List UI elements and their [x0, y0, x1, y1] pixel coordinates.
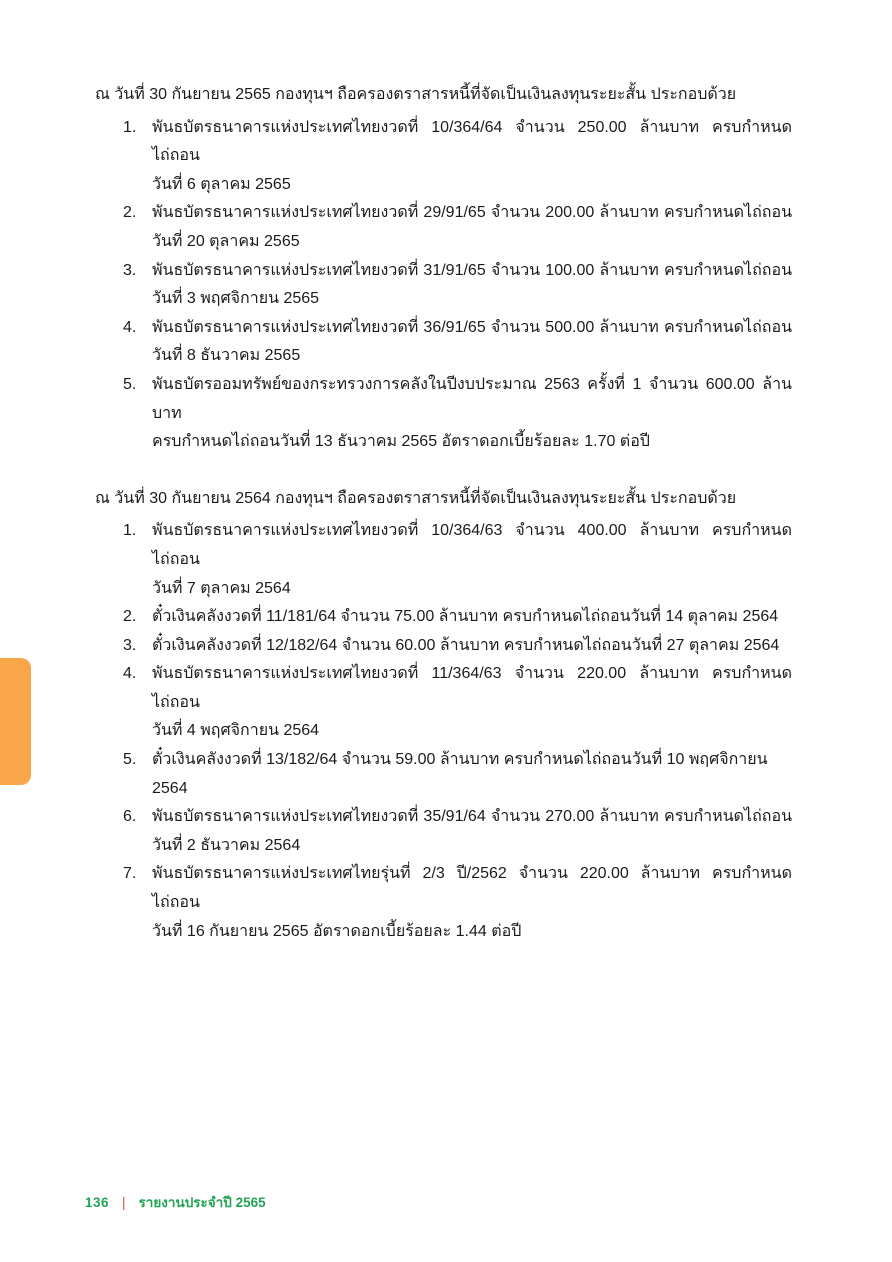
- item-number: 4.: [123, 665, 137, 683]
- section-intro: ณ วันที่ 30 กันยายน 2565 กองทุนฯ ถือครองตราสารหนี้ที่จัดเป็นเงินลงทุนระยะสั้น ประกอบด้วย: [95, 86, 737, 103]
- item-line: พันธบัตรธนาคารแห่งประเทศไทยงวดที่ 10/364/64 จำนวน 250.00 ล้านบาท ครบกำหนดไถ่ถอน: [152, 118, 792, 165]
- report-title: รายงานประจำปี 2565: [138, 1195, 266, 1210]
- list-item: [95, 632, 792, 661]
- list-item: [95, 803, 792, 860]
- item-text: [152, 632, 792, 661]
- list-item: [95, 314, 792, 371]
- item-number: 1.: [123, 118, 137, 136]
- list-item: [95, 517, 792, 603]
- item-text: [152, 257, 792, 314]
- item-line: พันธบัตรธนาคารแห่งประเทศไทยงวดที่ 36/91/65 จำนวน 500.00 ล้านบาท ครบกำหนดไถ่ถอน: [152, 318, 792, 336]
- item-number: 7.: [123, 865, 137, 883]
- item-number: 6.: [123, 808, 137, 826]
- section-intro: ณ วันที่ 30 กันยายน 2564 กองทุนฯ ถือครองตราสารหนี้ที่จัดเป็นเงินลงทุนระยะสั้น ประกอบด้วย: [95, 489, 737, 507]
- list-item: [95, 860, 792, 946]
- item-line: ตั๋วเงินคลังงวดที่ 11/181/64 จำนวน 75.00 ล้านบาท ครบกำหนดไถ่ถอนวันที่ 14 ตุลาคม 2564: [152, 608, 779, 626]
- list-item: [95, 371, 792, 457]
- item-line: ตั๋วเงินคลังงวดที่ 12/182/64 จำนวน 60.00 ล้านบาท ครบกำหนดไถ่ถอนวันที่ 27 ตุลาคม 2564: [152, 636, 780, 654]
- holdings-section-2: [95, 485, 792, 947]
- item-text: [152, 660, 792, 746]
- page-footer: [85, 1191, 266, 1213]
- item-line: วันที่ 6 ตุลาคม 2565: [152, 175, 291, 193]
- list-item: [95, 746, 792, 803]
- list-item: [95, 660, 792, 746]
- item-text: [152, 603, 792, 632]
- content-area: [95, 81, 792, 946]
- list-item: [95, 257, 792, 314]
- item-number: 2.: [123, 608, 137, 626]
- item-line: วันที่ 16 กันยายน 2565 อัตราดอกเบี้ยร้อยละ 1.44 ต่อปี: [152, 922, 522, 940]
- item-number: 5.: [123, 375, 137, 393]
- item-line: พันธบัตรออมทรัพย์ของกระทรวงการคลังในปีงบประมาณ 2563 ครั้งที่ 1 จำนวน 600.00 ล้านบาท: [152, 375, 792, 422]
- item-text: [152, 199, 792, 256]
- item-number: 4.: [123, 318, 137, 336]
- item-line: วันที่ 20 ตุลาคม 2565: [152, 232, 300, 250]
- holdings-list: [95, 517, 792, 946]
- list-item: [95, 603, 792, 632]
- item-text: [152, 371, 792, 457]
- item-line: ครบกำหนดไถ่ถอนวันที่ 13 ธันวาคม 2565 อัตราดอกเบี้ยร้อยละ 1.70 ต่อปี: [152, 433, 650, 451]
- item-line: ตั๋วเงินคลังงวดที่ 13/182/64 จำนวน 59.00 ล้านบาท ครบกำหนดไถ่ถอนวันที่ 10 พฤศจิกายน 2564: [152, 751, 768, 797]
- item-number: 5.: [123, 751, 137, 769]
- page-number: 136: [85, 1195, 110, 1210]
- item-text: [152, 314, 792, 371]
- item-line: วันที่ 3 พฤศจิกายน 2565: [152, 290, 320, 308]
- orange-side-tab: [0, 658, 31, 785]
- item-line: วันที่ 8 ธันวาคม 2565: [152, 347, 301, 365]
- item-text: [152, 114, 792, 200]
- item-text: [152, 746, 792, 803]
- holdings-list: [95, 114, 792, 457]
- item-text: [152, 860, 792, 946]
- item-number: 1.: [123, 522, 137, 540]
- item-text: [152, 517, 792, 603]
- item-line: พันธบัตรธนาคารแห่งประเทศไทยงวดที่ 29/91/65 จำนวน 200.00 ล้านบาท ครบกำหนดไถ่ถอน: [152, 204, 792, 222]
- item-number: 3.: [123, 636, 137, 654]
- list-item: [95, 199, 792, 256]
- item-line: วันที่ 4 พฤศจิกายน 2564: [152, 722, 320, 740]
- item-line: พันธบัตรธนาคารแห่งประเทศไทยงวดที่ 35/91/64 จำนวน 270.00 ล้านบาท ครบกำหนดไถ่ถอน: [152, 808, 792, 826]
- item-number: 2.: [123, 204, 137, 222]
- item-text: [152, 803, 792, 860]
- item-line: พันธบัตรธนาคารแห่งประเทศไทยงวดที่ 11/364/63 จำนวน 220.00 ล้านบาท ครบกำหนดไถ่ถอน: [152, 665, 792, 711]
- item-line: พันธบัตรธนาคารแห่งประเทศไทยงวดที่ 31/91/65 จำนวน 100.00 ล้านบาท ครบกำหนดไถ่ถอน: [152, 261, 792, 279]
- item-number: 3.: [123, 261, 137, 279]
- item-line: พันธบัตรธนาคารแห่งประเทศไทยรุ่นที่ 2/3 ปี/2562 จำนวน 220.00 ล้านบาท ครบกำหนดไถ่ถอน: [152, 865, 792, 912]
- item-line: พันธบัตรธนาคารแห่งประเทศไทยงวดที่ 10/364/63 จำนวน 400.00 ล้านบาท ครบกำหนดไถ่ถอน: [152, 522, 792, 568]
- footer-separator: |: [122, 1195, 126, 1210]
- item-line: วันที่ 7 ตุลาคม 2564: [152, 579, 291, 597]
- list-item: [95, 114, 792, 200]
- holdings-section-1: [95, 81, 792, 457]
- item-line: วันที่ 2 ธันวาคม 2564: [152, 836, 301, 854]
